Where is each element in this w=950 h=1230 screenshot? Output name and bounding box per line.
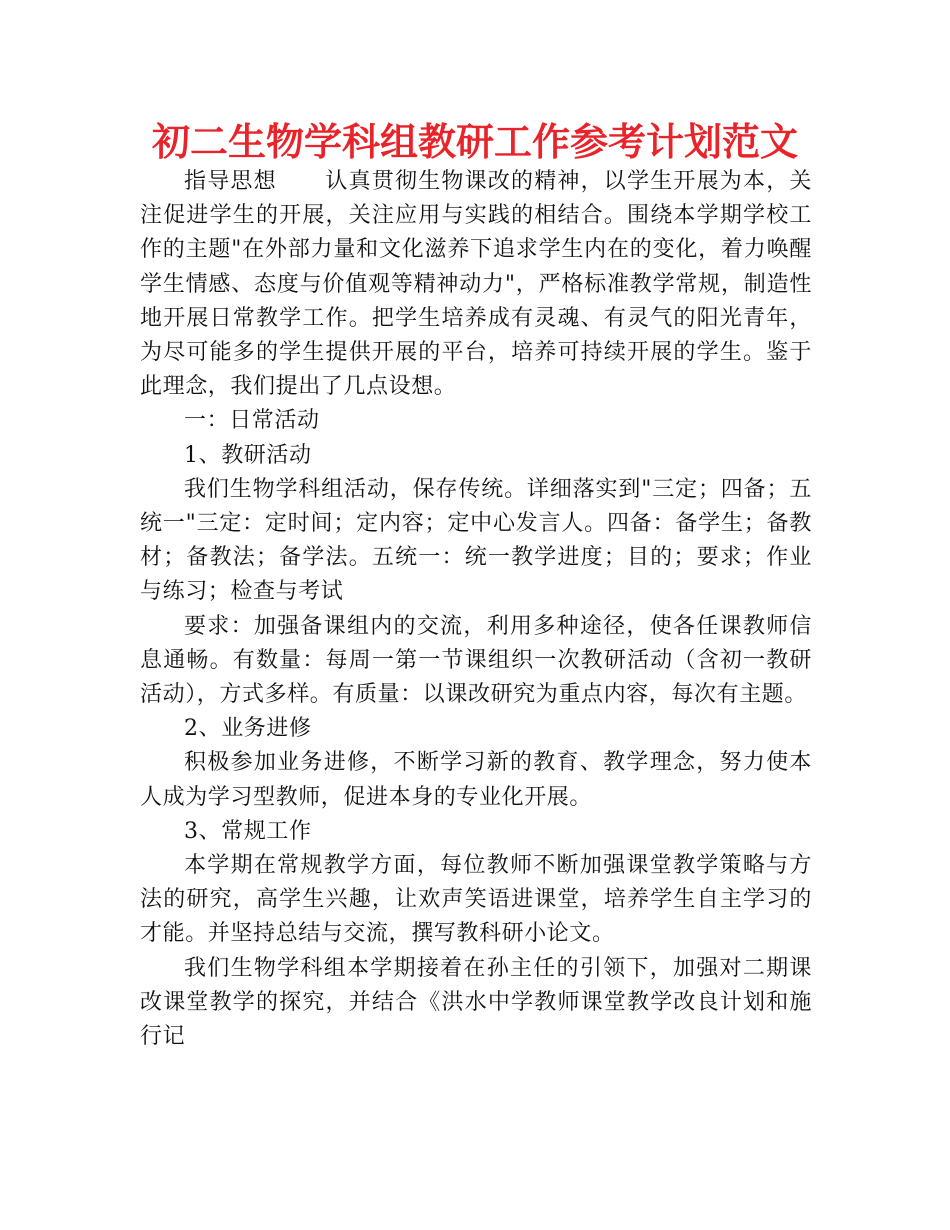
subheading-teaching-research: 1、教研活动 xyxy=(184,442,312,468)
paragraph-group-plan: 我们生物学科组本学期接着在孙主任的引领下，加强对二期课改课堂教学的探究，并结合《洪水中学教师课堂教学改良计划和施行记 xyxy=(140,955,812,1050)
paragraph-text: 认真贯彻生物课改的精神，以学生开展为本，关注促进学生的开展，关注应用与实践的相结合。围绕本学期学校工作的主题"在外部力量和文化滋养下追求学生内在的变化，着力唤醒学生情感、态度与价值观等精神动力"，严格标准教学常规，制造性地开展日常教学工作。把学生培养成有灵魂、有灵气的阳光青年，为尽可能多的学生提供开展的平台，培养可持续开展的学生。鉴于此理念，我们提出了几点设想。 xyxy=(140,169,813,400)
paragraph-research-activities: 我们生物学科组活动，保存传统。详细落实到"三定；四备；五统一"三定：定时间；定内容；定中心发言人。四备：备学生；备教材；备教法；备学法。五统一：统一教学进度；目的；要求；作业与练习；检查与考试 xyxy=(140,476,812,605)
paragraph-training: 积极参加业务进修，不断学习新的教育、教学理念，努力使本人成为学习型教师，促进本身的专业化开展。 xyxy=(140,750,812,810)
document-body xyxy=(140,165,812,1054)
document-title: 初二生物学科组教研工作参考计划范文 xyxy=(151,120,798,164)
paragraph-guiding-ideology xyxy=(140,165,812,404)
section-heading-daily-activities: 一：日常活动 xyxy=(184,408,320,434)
paragraph-requirements: 要求：加强备课组内的交流，利用多种途径，使各任课教师信息通畅。有数量：每周一第一节课组织一次教研活动（含初一教研活动），方式多样。有质量：以课改研究为重点内容，每次有主题。 xyxy=(140,613,812,708)
paragraph-lead: 指导思想 xyxy=(184,169,277,194)
subheading-routine-work: 3、常规工作 xyxy=(184,818,312,844)
paragraph-routine-work: 本学期在常规教学方面，每位教师不断加强课堂教学策略与方法的研究，高学生兴趣，让欢声笑语进课堂，培养学生自主学习的才能。并坚持总结与交流，撰写教科研小论文。 xyxy=(140,853,812,947)
subheading-professional-training: 2、业务进修 xyxy=(184,716,312,742)
